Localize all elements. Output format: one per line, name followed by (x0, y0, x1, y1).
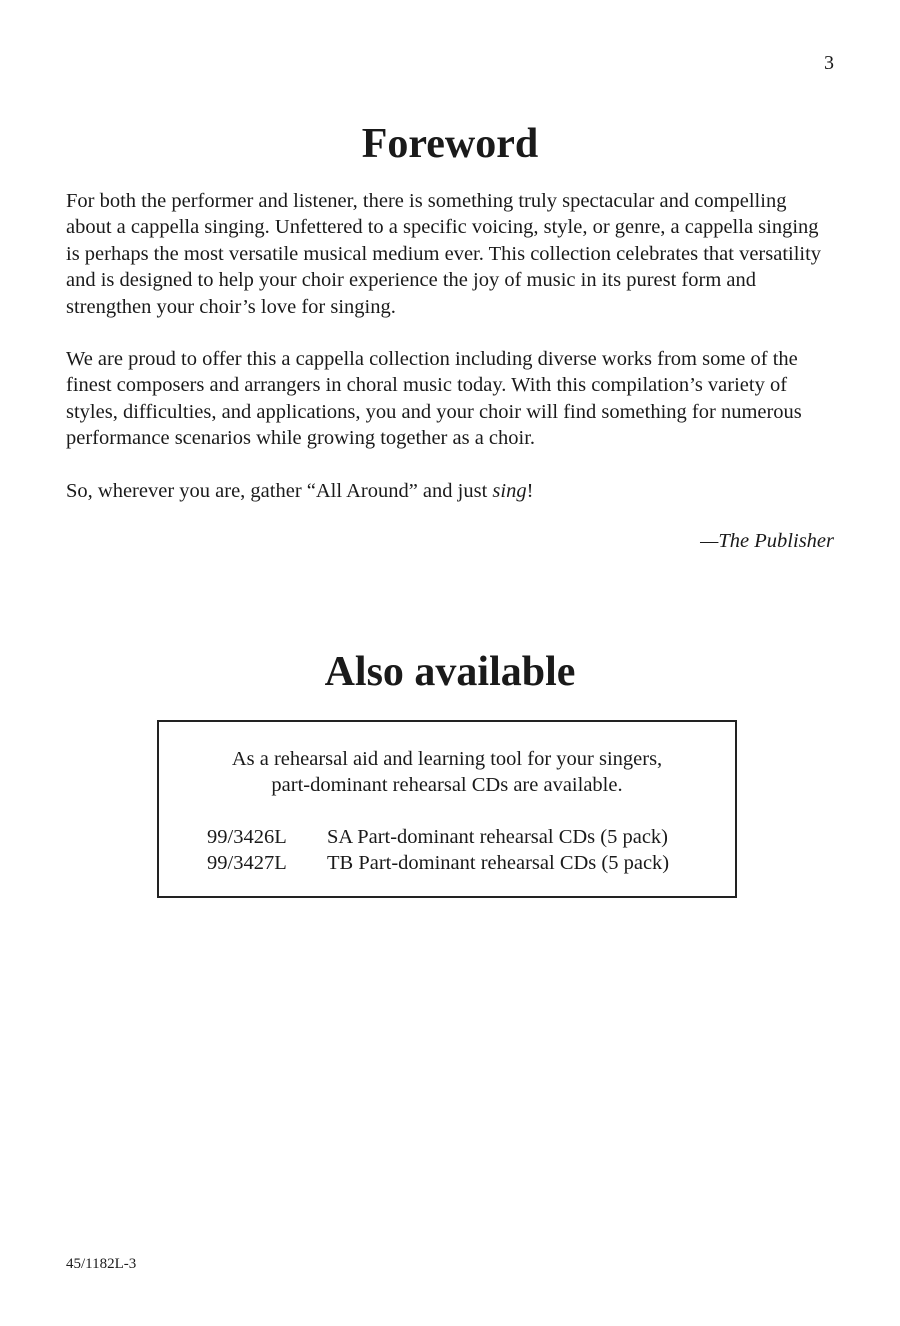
rehearsal-cd-intro-line-1: As a rehearsal aid and learning tool for your singers, (231, 748, 663, 770)
rehearsal-cd-list (207, 824, 669, 877)
publisher-signature: —The Publisher (700, 530, 834, 552)
rehearsal-cd-item (207, 850, 669, 876)
foreword-paragraph-2: We are proud to offer this a cappella collection including diverse works from some of the finest composers and arrangers in choral music today. With this compilation’s variety of styles, difficulties, and applications, you and your choir will find something for numerous performance scenarios while growing together as a choir. (66, 348, 802, 450)
also-available-title: Also available (324, 649, 576, 695)
foreword-emphasis-sing: sing (492, 479, 527, 502)
rehearsal-cd-code: 99/3427L (207, 852, 287, 875)
page-number: 3 (824, 52, 834, 74)
rehearsal-cd-item (207, 824, 669, 850)
foreword-paragraph-3 (66, 478, 836, 504)
foreword-paragraph-3-end: ! (526, 479, 534, 502)
rehearsal-cd-description: TB Part-dominant rehearsal CDs (5 pack) (327, 852, 670, 875)
foreword-body (66, 188, 836, 530)
footer-catalog-code: 45/1182L-3 (66, 1256, 137, 1272)
foreword-paragraph-3-start: So, wherever you are, gather “All Around” and just (66, 479, 493, 502)
rehearsal-cd-intro-line-2: part-dominant rehearsal CDs are available. (271, 774, 623, 797)
rehearsal-cd-intro (159, 746, 735, 799)
rehearsal-cd-description: SA Part-dominant rehearsal CDs (5 pack) (327, 826, 669, 848)
rehearsal-cd-code: 99/3426L (207, 826, 287, 848)
rehearsal-cd-box (157, 720, 737, 898)
foreword-title: Foreword (361, 121, 539, 167)
foreword-paragraph-1: For both the performer and listener, there is something truly spectacular and compelling about a cappella singing. Unfettered to a specific voicing, style, or genre, a cappella singing is perhaps the most versatile musical medium ever. This collection celebrates that versatility and is designed to help your choir experience the joy of music in its purest form and strengthen your choir’s love for singing. (66, 190, 822, 318)
